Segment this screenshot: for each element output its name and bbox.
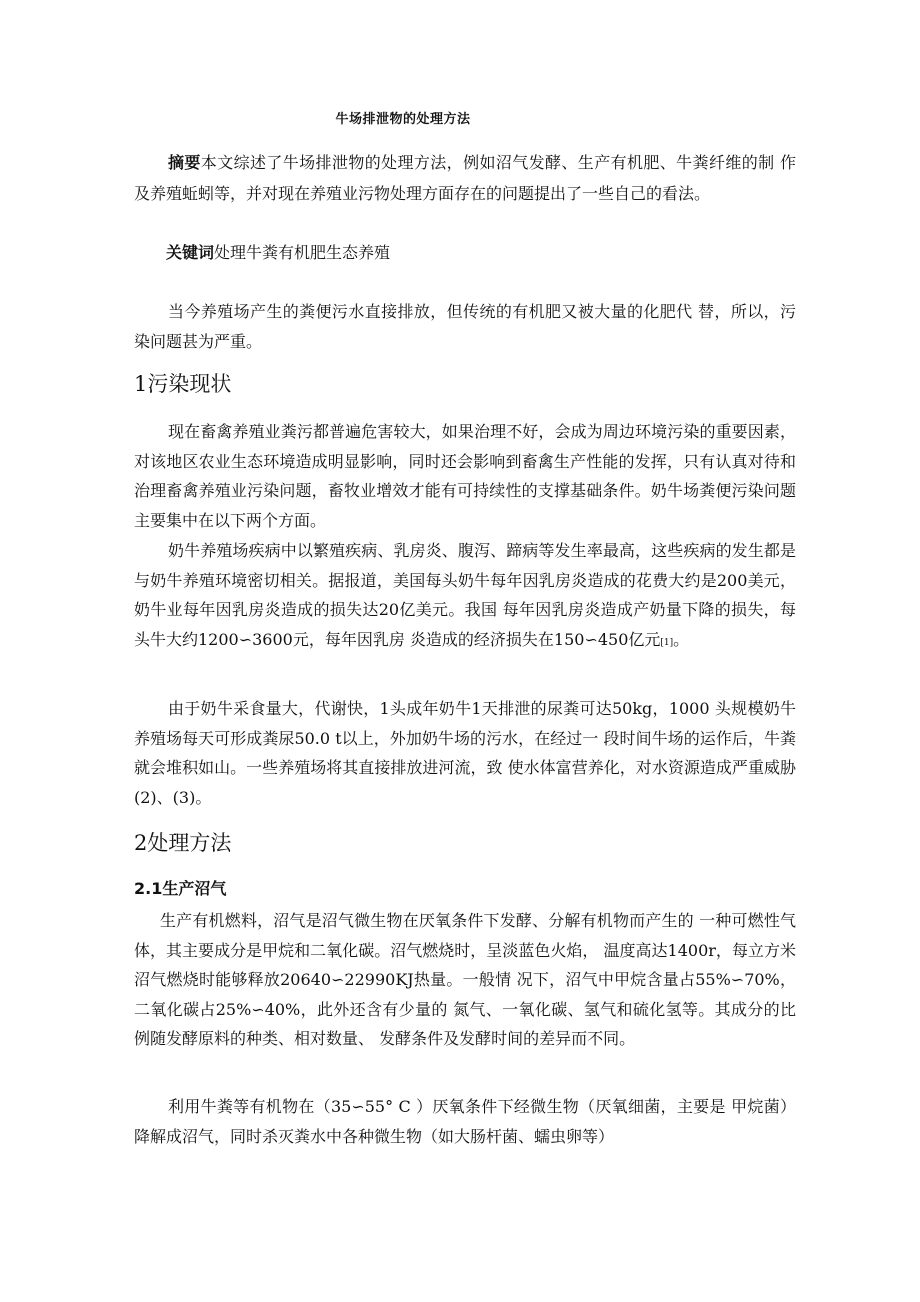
subsection-2-1-paragraph-1: 生产有机燃料，沼气是沼气微生物在厌氧条件下发酵、分解有机物而产生的 一种可燃性气体，其主要成分是甲烷和二氧化碳。沼气燃烧时，呈淡蓝色火焰， 温度高达1400r，每立方米沼气燃烧时能够释放20640∽22990KJ热量。一般情 况下，沼气中甲烷含量占55%∽70%，二氧化碳占25%∽40%，此外还含有少量的 氮气、一氧化碳、氢气和硫化氢等。其成分的比例随发酵原料的种类、相对数量、 发酵条件及发酵时间的差异而不同。 (134, 911, 796, 1048)
section-1-paragraph-2-end: 。 (673, 629, 690, 649)
abstract-text: 本文综述了牛场排泄物的处理方法，例如沼气发酵、生产有机肥、牛粪纤维的制 作及养殖蚯蚓等，并对现在养殖业污物处理方面存在的问题提出了一些自己的看法。 (134, 153, 796, 203)
section-1-paragraph-1: 现在畜禽养殖业粪污都普遍危害较大，如果治理不好，会成为周边环境污染的重要因素，对该地区农业生态环境造成明显影响，同时还会影响到畜禽生产性能的发挥，只有认真对待和治理畜禽养殖业污染问题，畜牧业增效才能有可持续性的支撑基础条件。奶牛场粪便污染问题主要集中在以下两个方面。 (134, 422, 796, 530)
abstract-paragraph (134, 147, 796, 209)
section-1-heading: 1污染现状 (134, 372, 232, 396)
keywords-text: 处理牛粪有机肥生态养殖 (214, 243, 391, 262)
section-1-paragraph-2-text: 奶牛养殖场疾病中以繁殖疾病、乳房炎、腹泻、蹄病等发生率最高，这些疾病的发生都是与奶牛养殖环境密切相关。据报道，美国每头奶牛每年因乳房炎造成的花费大约是200美元，奶牛业每年因乳房炎造成的损失达20亿美元。我国 每年因乳房炎造成产奶量下降的损失，每头牛大约1200∽3600元，每年因乳房 炎造成的经济损失在150∽450亿元 (134, 541, 796, 649)
keywords-label: 关键词 (166, 243, 215, 262)
subsection-2-1-heading: 2.1生产沼气 (134, 879, 227, 898)
section-2-heading: 2处理方法 (134, 831, 232, 855)
document-title: 牛场排泄物的处理方法 (335, 112, 471, 127)
citation-1: [1] (660, 637, 674, 648)
subsection-2-1-paragraph-2: 利用牛粪等有机物在（35∽55° C ）厌氧条件下经微生物（厌氧细菌，主要是 甲烷菌）降解成沼气，同时杀灭粪水中各种微生物（如大肠杆菌、蠕虫卵等） (134, 1097, 796, 1146)
intro-paragraph: 当今养殖场产生的粪便污水直接排放，但传统的有机肥又被大量的化肥代 替，所以，污染问题甚为严重。 (134, 302, 796, 351)
keywords-paragraph (166, 238, 828, 268)
section-1-paragraph-3: 由于奶牛采食量大，代谢快，1头成年奶牛1天排泄的尿粪可达50kg，1000 头规模奶牛养殖场每天可形成粪尿50.0 t以上，外加奶牛场的污水，在经过一 段时间牛场的运作后，牛粪就会堆积如山。一些养殖场将其直接排放进河流，致 使水体富营养化，对水资源造成严重威胁(2)、(3)。 (134, 699, 796, 807)
section-1-paragraph-2 (134, 536, 796, 658)
abstract-label: 摘要 (168, 153, 201, 172)
